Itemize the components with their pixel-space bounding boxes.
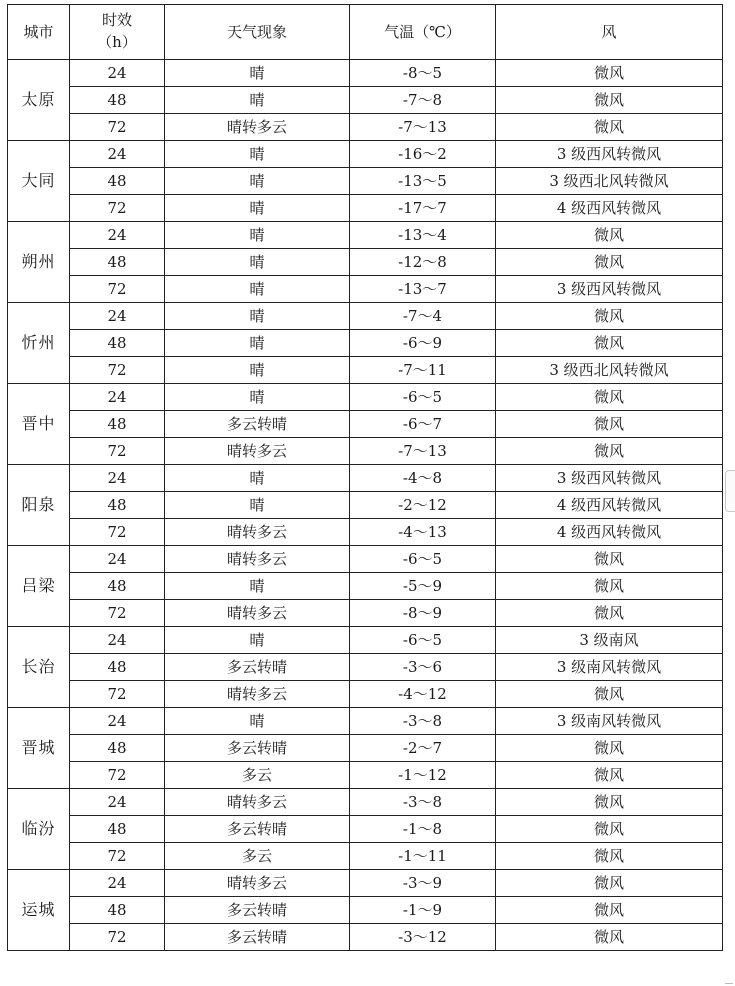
weather-cell: 晴 (165, 492, 350, 519)
temperature-cell: -6～5 (350, 546, 496, 573)
hours-cell: 72 (70, 114, 165, 141)
temperature-cell: -1～9 (350, 897, 496, 924)
weather-cell: 晴转多云 (165, 600, 350, 627)
hours-cell: 72 (70, 519, 165, 546)
city-name: 朔州 (8, 222, 70, 303)
temperature-cell: -17～7 (350, 195, 496, 222)
temperature-cell: -7～13 (350, 114, 496, 141)
weather-cell: 晴 (165, 195, 350, 222)
wind-cell: 微风 (496, 924, 723, 951)
table-row (8, 438, 723, 465)
wind-cell: 3 级西北风转微风 (496, 357, 723, 384)
table-row (8, 195, 723, 222)
wind-cell: 微风 (496, 681, 723, 708)
hours-cell: 48 (70, 492, 165, 519)
weather-cell: 多云 (165, 843, 350, 870)
wind-cell: 3 级西风转微风 (496, 276, 723, 303)
table-row (8, 762, 723, 789)
weather-cell: 晴 (165, 627, 350, 654)
wind-cell: 微风 (496, 816, 723, 843)
temperature-cell: -2～12 (350, 492, 496, 519)
weather-cell: 晴 (165, 249, 350, 276)
weather-cell: 多云转晴 (165, 816, 350, 843)
table-row (8, 141, 723, 168)
wind-cell: 微风 (496, 762, 723, 789)
table-row (8, 816, 723, 843)
table-row (8, 357, 723, 384)
table-row (8, 870, 723, 897)
table-row (8, 168, 723, 195)
weather-cell: 多云转晴 (165, 411, 350, 438)
wind-cell: 微风 (496, 114, 723, 141)
weather-cell: 晴转多云 (165, 789, 350, 816)
weather-cell: 多云转晴 (165, 735, 350, 762)
hours-cell: 72 (70, 600, 165, 627)
weather-cell: 晴转多云 (165, 681, 350, 708)
temperature-cell: -4～8 (350, 465, 496, 492)
table-row (8, 330, 723, 357)
weather-cell: 晴 (165, 60, 350, 87)
table-row (8, 789, 723, 816)
temperature-cell: -4～12 (350, 681, 496, 708)
wind-cell: 3 级西风转微风 (496, 465, 723, 492)
header-wind: 风 (496, 5, 723, 60)
header-hours-label: 时效 (101, 11, 132, 30)
temperature-cell: -1～8 (350, 816, 496, 843)
wind-cell: 微风 (496, 60, 723, 87)
wind-cell: 微风 (496, 546, 723, 573)
weather-cell: 晴 (165, 384, 350, 411)
table-row (8, 600, 723, 627)
weather-cell: 多云转晴 (165, 897, 350, 924)
temperature-cell: -3～12 (350, 924, 496, 951)
table-row (8, 276, 723, 303)
temperature-cell: -13～5 (350, 168, 496, 195)
temperature-cell: -3～6 (350, 654, 496, 681)
weather-cell: 晴 (165, 357, 350, 384)
city-name: 阳泉 (8, 465, 70, 546)
weather-cell: 多云转晴 (165, 654, 350, 681)
temperature-cell: -4～13 (350, 519, 496, 546)
city-name: 大同 (8, 141, 70, 222)
temperature-cell: -6～7 (350, 411, 496, 438)
hours-cell: 24 (70, 222, 165, 249)
wind-cell: 微风 (496, 573, 723, 600)
hours-cell: 24 (70, 789, 165, 816)
wind-cell: 微风 (496, 897, 723, 924)
header-hours (70, 5, 165, 60)
header-row (8, 5, 723, 60)
table-row (8, 114, 723, 141)
weather-cell: 晴转多云 (165, 546, 350, 573)
wind-cell: 微风 (496, 843, 723, 870)
weather-cell: 晴 (165, 222, 350, 249)
temperature-cell: -2～7 (350, 735, 496, 762)
temperature-cell: -6～9 (350, 330, 496, 357)
temperature-cell: -6～5 (350, 627, 496, 654)
weather-cell: 晴 (165, 465, 350, 492)
temperature-cell: -13～4 (350, 222, 496, 249)
hours-cell: 24 (70, 141, 165, 168)
hours-cell: 24 (70, 384, 165, 411)
hours-cell: 48 (70, 573, 165, 600)
weather-cell: 晴 (165, 330, 350, 357)
hours-cell: 48 (70, 816, 165, 843)
hours-cell: 72 (70, 843, 165, 870)
table-row (8, 843, 723, 870)
hours-cell: 72 (70, 276, 165, 303)
wind-cell: 3 级西风转微风 (496, 141, 723, 168)
temperature-cell: -13～7 (350, 276, 496, 303)
forecast-table (7, 4, 723, 951)
wind-cell: 3 级南风转微风 (496, 654, 723, 681)
hours-cell: 48 (70, 897, 165, 924)
hours-cell: 24 (70, 303, 165, 330)
table-row (8, 465, 723, 492)
corner-mark (725, 983, 733, 984)
table-row (8, 681, 723, 708)
temperature-cell: -7～8 (350, 87, 496, 114)
wind-cell: 4 级西风转微风 (496, 492, 723, 519)
hours-cell: 48 (70, 330, 165, 357)
temperature-cell: -16～2 (350, 141, 496, 168)
table-row (8, 924, 723, 951)
temperature-cell: -1～11 (350, 843, 496, 870)
wind-cell: 微风 (496, 789, 723, 816)
wind-cell: 微风 (496, 735, 723, 762)
table-row (8, 573, 723, 600)
hours-cell: 48 (70, 654, 165, 681)
city-name: 忻州 (8, 303, 70, 384)
hours-cell: 72 (70, 924, 165, 951)
wind-cell: 3 级南风转微风 (496, 708, 723, 735)
weather-cell: 晴转多云 (165, 114, 350, 141)
hours-cell: 24 (70, 870, 165, 897)
table-row (8, 60, 723, 87)
temperature-cell: -3～8 (350, 789, 496, 816)
wind-cell: 微风 (496, 411, 723, 438)
wind-cell: 微风 (496, 87, 723, 114)
weather-cell: 多云转晴 (165, 924, 350, 951)
weather-cell: 晴 (165, 573, 350, 600)
hours-cell: 48 (70, 168, 165, 195)
weather-cell: 晴 (165, 303, 350, 330)
wind-cell: 微风 (496, 384, 723, 411)
wind-cell: 3 级南风 (496, 627, 723, 654)
weather-cell: 晴转多云 (165, 870, 350, 897)
temperature-cell: -8～5 (350, 60, 496, 87)
table-row (8, 303, 723, 330)
hours-cell: 24 (70, 627, 165, 654)
temperature-cell: -6～5 (350, 384, 496, 411)
side-tab-handle[interactable] (725, 470, 735, 512)
weather-cell: 晴 (165, 141, 350, 168)
hours-cell: 72 (70, 195, 165, 222)
wind-cell: 微风 (496, 330, 723, 357)
wind-cell: 微风 (496, 222, 723, 249)
table-row (8, 87, 723, 114)
header-hours-unit: （h） (97, 33, 137, 51)
temperature-cell: -8～9 (350, 600, 496, 627)
temperature-cell: -7～11 (350, 357, 496, 384)
wind-cell: 微风 (496, 870, 723, 897)
temperature-cell: -3～8 (350, 708, 496, 735)
wind-cell: 微风 (496, 249, 723, 276)
header-city: 城市 (8, 5, 70, 60)
weather-cell: 晴 (165, 276, 350, 303)
weather-cell: 晴 (165, 87, 350, 114)
temperature-cell: -3～9 (350, 870, 496, 897)
city-name: 太原 (8, 60, 70, 141)
hours-cell: 72 (70, 357, 165, 384)
header-temp: 气温（℃） (350, 5, 496, 60)
hours-cell: 24 (70, 465, 165, 492)
weather-cell: 多云 (165, 762, 350, 789)
weather-cell: 晴 (165, 708, 350, 735)
wind-cell: 3 级西北风转微风 (496, 168, 723, 195)
table-row (8, 222, 723, 249)
hours-cell: 24 (70, 60, 165, 87)
wind-cell: 4 级西风转微风 (496, 195, 723, 222)
hours-cell: 24 (70, 708, 165, 735)
hours-cell: 48 (70, 411, 165, 438)
city-name: 长治 (8, 627, 70, 708)
hours-cell: 72 (70, 681, 165, 708)
hours-cell: 72 (70, 438, 165, 465)
table-row (8, 519, 723, 546)
wind-cell: 微风 (496, 303, 723, 330)
temperature-cell: -12～8 (350, 249, 496, 276)
table-row (8, 546, 723, 573)
wind-cell: 微风 (496, 600, 723, 627)
weather-cell: 晴转多云 (165, 519, 350, 546)
city-name: 晋城 (8, 708, 70, 789)
header-weather: 天气现象 (165, 5, 350, 60)
table-row (8, 897, 723, 924)
hours-cell: 48 (70, 87, 165, 114)
hours-cell: 48 (70, 249, 165, 276)
wind-cell: 微风 (496, 438, 723, 465)
hours-cell: 48 (70, 735, 165, 762)
temperature-cell: -5～9 (350, 573, 496, 600)
hours-cell: 72 (70, 762, 165, 789)
temperature-cell: -1～12 (350, 762, 496, 789)
table-row (8, 708, 723, 735)
table-row (8, 735, 723, 762)
table-row (8, 249, 723, 276)
city-name: 吕梁 (8, 546, 70, 627)
hours-cell: 24 (70, 546, 165, 573)
table-row (8, 492, 723, 519)
city-name: 临汾 (8, 789, 70, 870)
table-row (8, 411, 723, 438)
table-body (8, 60, 723, 951)
table-row (8, 384, 723, 411)
weather-cell: 晴转多云 (165, 438, 350, 465)
table-row (8, 627, 723, 654)
city-name: 运城 (8, 870, 70, 951)
wind-cell: 4 级西风转微风 (496, 519, 723, 546)
city-name: 晋中 (8, 384, 70, 465)
table-row (8, 654, 723, 681)
temperature-cell: -7～13 (350, 438, 496, 465)
weather-cell: 晴 (165, 168, 350, 195)
temperature-cell: -7～4 (350, 303, 496, 330)
